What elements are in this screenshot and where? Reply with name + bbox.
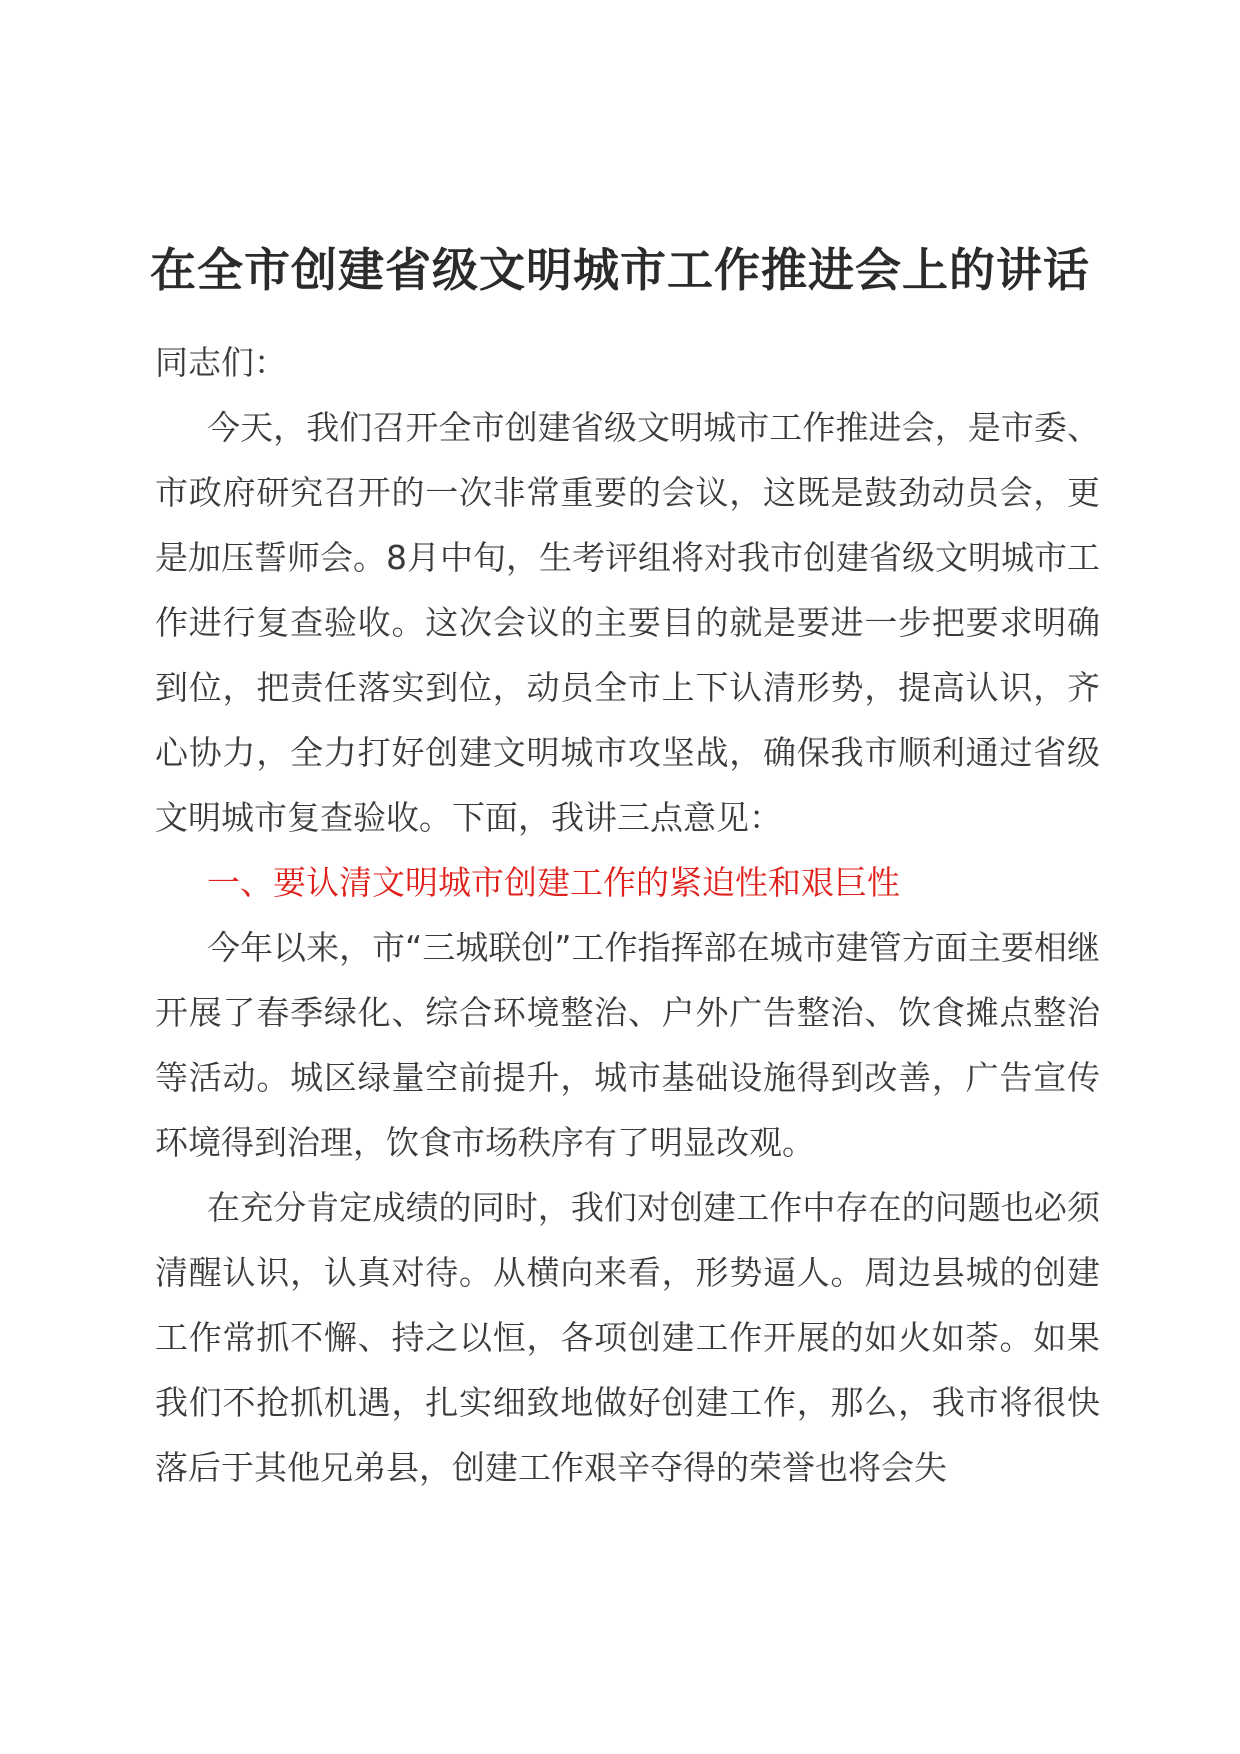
document-body [155,330,1100,1500]
paragraph-intro: 今天，我们召开全市创建省级文明城市工作推进会，是市委、市政府研究召开的一次非常重要的会议，这既是鼓劲动员会，更是加压誓师会。8月中旬，生考评组将对我市创建省级文明城市工作进行复查验收。这次会议的主要目的就是要进一步把要求明确到位，把责任落实到位，动员全市上下认清形势，提高认识，齐心协力，全力打好创建文明城市攻坚战，确保我市顺利通过省级文明城市复查验收。下面，我讲三点意见： [155,408,1100,837]
paragraph-achievements: 今年以来，市“三城联创”工作指挥部在城市建管方面主要相继开展了春季绿化、综合环境整治、户外广告整治、饮食摊点整治等活动。城区绿量空前提升，城市基础设施得到改善，广告宣传环境得到治理，饮食市场秩序有了明显改观。 [155,928,1100,1162]
salutation: 同志们： [155,343,287,382]
document-title: 在全市创建省级文明城市工作推进会上的讲话 [150,243,1090,297]
section-heading: 一、要认清文明城市创建工作的紧迫性和艰巨性 [207,863,900,902]
paragraph-problems: 在充分肯定成绩的同时，我们对创建工作中存在的问题也必须清醒认识，认真对待。从横向来看，形势逼人。周边县城的创建工作常抓不懈、持之以恒，各项创建工作开展的如火如荼。如果我们不抢抓机遇，扎实细致地做好创建工作，那么，我市将很快落后于其他兄弟县，创建工作艰辛夺得的荣誉也将会失 [155,1188,1100,1487]
